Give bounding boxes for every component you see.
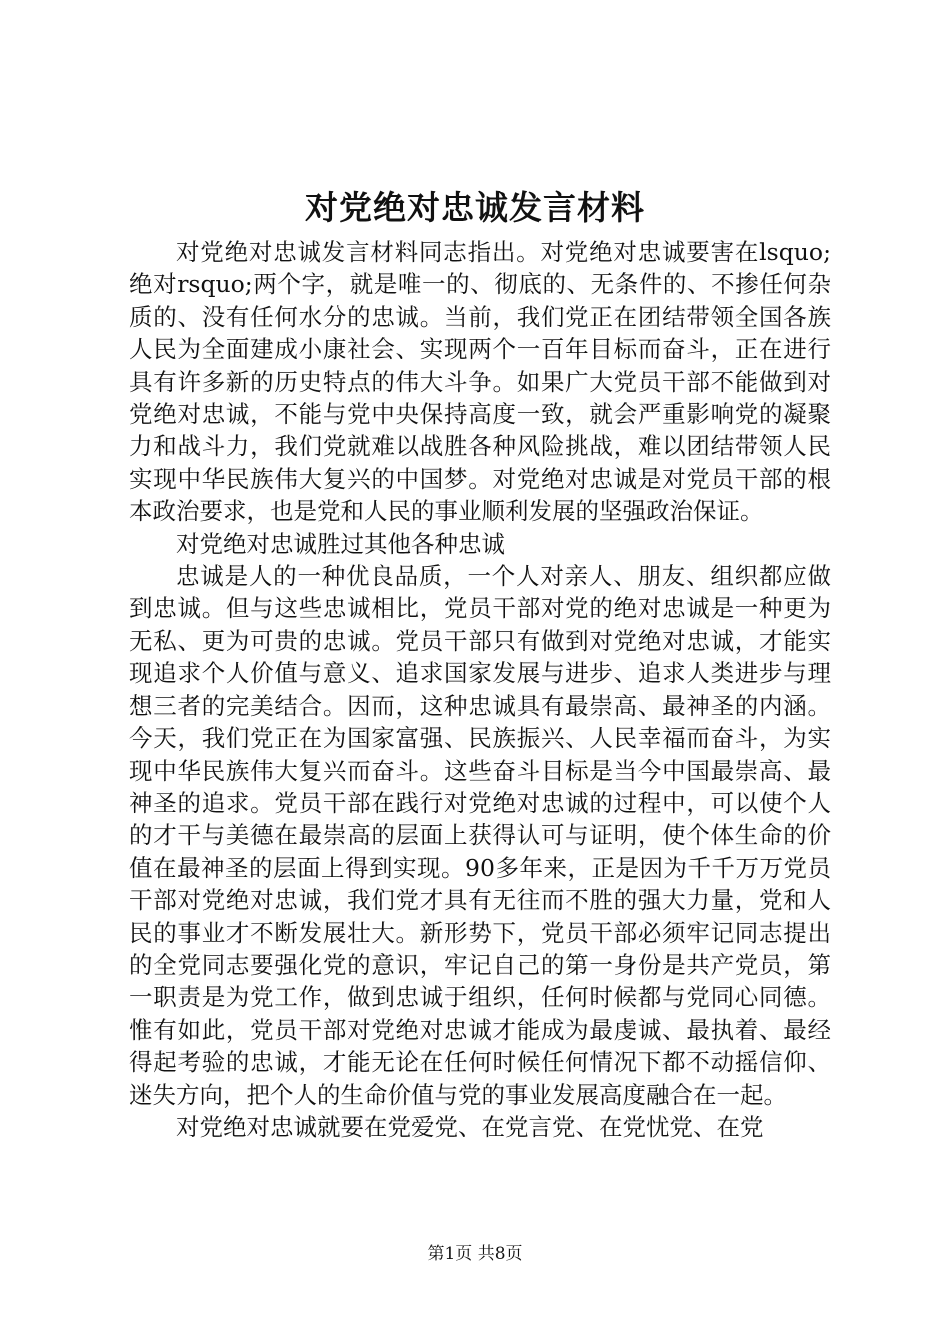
section-heading: 对党绝对忠诚胜过其他各种忠诚 <box>176 529 505 558</box>
paragraph-intro: 对党绝对忠诚发言材料同志指出。对党绝对忠诚要害在lsquo;绝对rsquo;两个字，就是唯一的、彻底的、无条件的、不掺任何杂质的、没有任何水分的忠诚。当前，我们党正在团结带领全国各族人民为全面建成小康社会、实现两个一百年目标而奋斗，正在进行具有许多新的历史特点的伟大斗争。如果广大党员干部不能做到对党绝对忠诚，不能与党中央保持高度一致，就会严重影响党的凝聚力和战斗力，我们党就难以战胜各种风险挑战，难以团结带领人民实现中华民族伟大复兴的中国梦。对党绝对忠诚是对党员干部的根本政治要求，也是党和人民的事业顺利发展的坚强政治保证。 <box>129 238 831 526</box>
document-body <box>129 236 831 1143</box>
page-footer: 第1页 共8页 <box>427 1244 523 1264</box>
paragraph-continued: 对党绝对忠诚就要在党爱党、在党言党、在党忧党、在党 <box>176 1112 764 1141</box>
document-title: 对党绝对忠诚发言材料 <box>305 188 645 227</box>
paragraph-loyalty: 忠诚是人的一种优良品质，一个人对亲人、朋友、组织都应做到忠诚。但与这些忠诚相比，党员干部对党的绝对忠诚是一种更为无私、更为可贵的忠诚。党员干部只有做到对党绝对忠诚，才能实现追求个人价值与意义、追求国家发展与进步、追求人类进步与理想三者的完美结合。因而，这种忠诚具有最崇高、最神圣的内涵。今天，我们党正在为国家富强、民族振兴、人民幸福而奋斗，为实现中华民族伟大复兴而奋斗。这些奋斗目标是当今中国最崇高、最神圣的追求。党员干部在践行对党绝对忠诚的过程中，可以使个人的才干与美德在最崇高的层面上获得认可与证明，使个体生命的价值在最神圣的层面上得到实现。90多年来，正是因为千千万万党员干部对党绝对忠诚，我们党才具有无往而不胜的强大力量，党和人民的事业才不断发展壮大。新形势下，党员干部必须牢记同志提出的全党同志要强化党的意识，牢记自己的第一身份是共产党员，第一职责是为党工作，做到忠诚于组织，任何时候都与党同心同德。惟有如此，党员干部对党绝对忠诚才能成为最虔诚、最执着、最经得起考验的忠诚，才能无论在任何时候任何情况下都不动摇信仰、迷失方向，把个人的生命价值与党的事业发展高度融合在一起。 <box>129 562 831 1109</box>
